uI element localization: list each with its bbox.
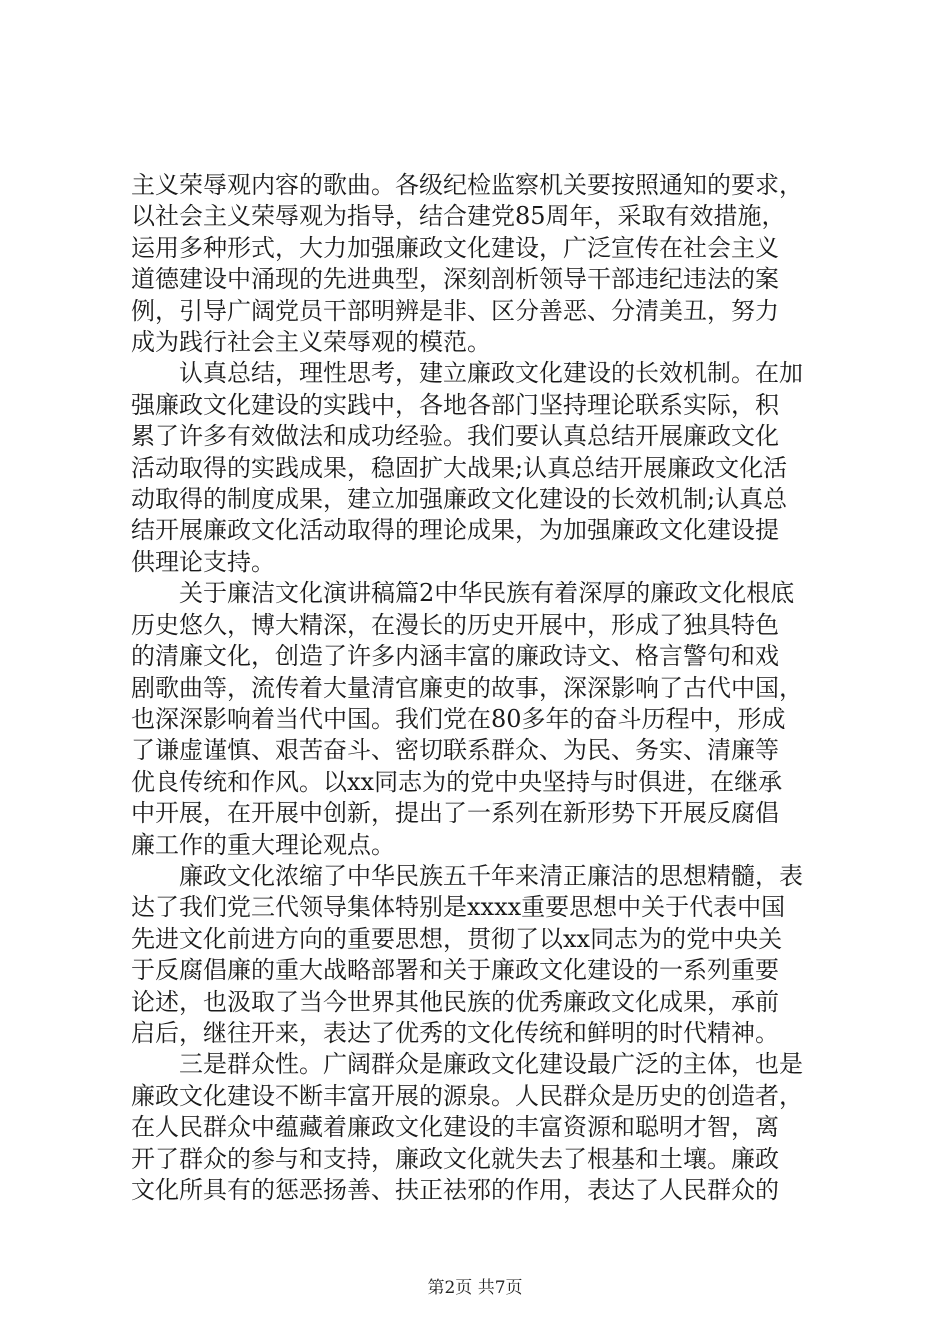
page-footer: 第2页 共7页 [427, 1278, 523, 1298]
paragraph-2: 认真总结，理性思考，建立廉政文化建设的长效机制。在加 强廉政文化建设的实践中，各地各部门坚持理论联系实际，积 累了许多有效做法和成功经验。我们要认真总结开展廉政文化 活动取得的实践成果，稳固扩大战果;认真总结开展廉政文化活 动取得的制度成果，建立加强廉政文化建设的长效机制;认真总 结开展廉政文化活动取得的理论成果，为加强廉政文化建设提 供理论支持。 [131, 359, 803, 576]
paragraph-4: 廉政文化浓缩了中华民族五千年来清正廉洁的思想精髓，表 达了我们党三代领导集体特别是xxxx重要思想中关于代表中国 先进文化前进方向的重要思想，贯彻了以xx同志为的党中央关 于反腐倡廉的重大战略部署和关于廉政文化建设的一系列重要 论述，也汲取了当今世界其他民族的优秀廉政文化成果，承前 启后，继往开来，表达了优秀的文化传统和鲜明的时代精神。 [131, 861, 803, 1047]
paragraph-5: 三是群众性。广阔群众是廉政文化建设最广泛的主体，也是 廉政文化建设不断丰富开展的源泉。人民群众是历史的创造者， 在人民群众中蕴藏着廉政文化建设的丰富资源和聪明才智，离 开了群众的参与和支持，廉政文化就失去了根基和土壤。廉政 文化所具有的惩恶扬善、扶正祛邪的作用，表达了人民群众的 [131, 1050, 803, 1204]
document-body [131, 170, 831, 1206]
paragraph-1: 主义荣辱观内容的歌曲。各级纪检监察机关要按照通知的要求， 以社会主义荣辱观为指导，结合建党85周年，采取有效措施， 运用多种形式，大力加强廉政文化建设，广泛宣传在社会主义 道德建设中涌现的先进典型，深刻剖析领导干部违纪违法的案 例，引导广阔党员干部明辨是非、区分善恶、分清美丑，努力 成为践行社会主义荣辱观的模范。 [131, 171, 803, 357]
paragraph-3: 关于廉洁文化演讲稿篇2中华民族有着深厚的廉政文化根底 历史悠久，博大精深，在漫长的历史开展中，形成了独具特色 的清廉文化，创造了许多内涵丰富的廉政诗文、格言警句和戏 剧歌曲等，流传着大量清官廉吏的故事，深深影响了古代中国， 也深深影响着当代中国。我们党在80多年的奋斗历程中，形成 了谦虚谨慎、艰苦奋斗、密切联系群众、为民、务实、清廉等 优良传统和作风。以xx同志为的党中央坚持与时俱进，在继承 中开展，在开展中创新，提出了一系列在新形势下开展反腐倡 廉工作的重大理论观点。 [131, 579, 803, 859]
